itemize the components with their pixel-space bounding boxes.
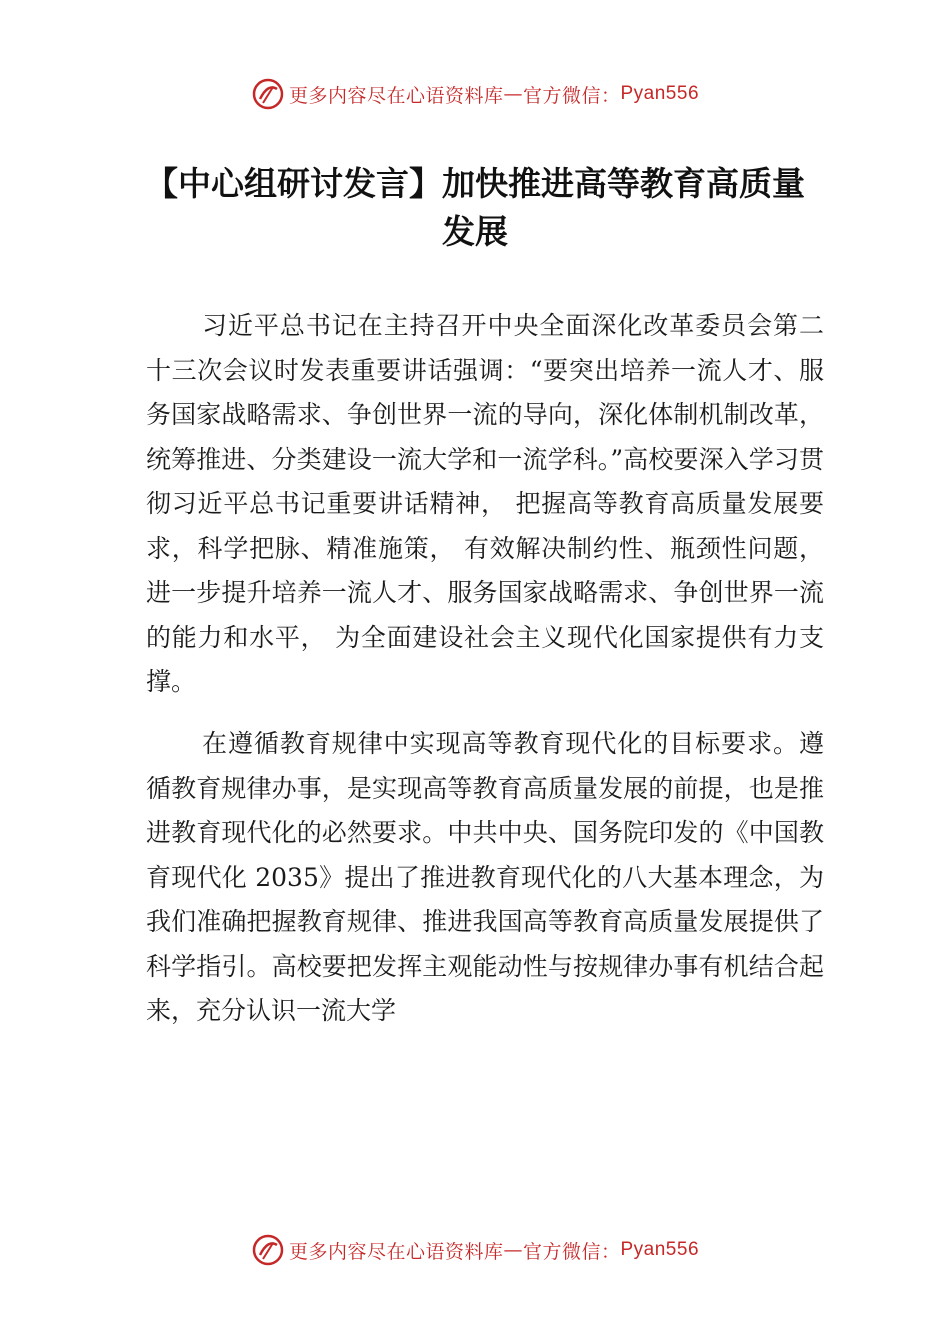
watermark-wechat-id: Pyan556 xyxy=(620,1239,700,1260)
watermark-text: 更多内容尽在心语资料库 xyxy=(288,1240,504,1263)
logo-icon xyxy=(251,77,285,111)
watermark-dash: — xyxy=(503,1239,523,1261)
paragraph-1: 习近平总书记在主持召开中央全面深化改革委员会第二十三次会议时发表重要讲话强调：“要突出培养一流人才、服务国家战略需求、争创世界一流的导向，深化体制机制改革，统筹推进、分类建设一流大学和一流学科。”高校要深入学习贯彻习近平总书记重要讲话精神， 把握高等教育高质量发展要求，科学把脉、精准施策， 有效解决制约性、瓶颈性问题，进一步提升培养一流人才、服务国家战略需求、争创世界一流的能力和水平， 为全面建设社会主义现代化国家提供有力支撑。 xyxy=(146,311,824,696)
watermark-dash: — xyxy=(503,83,523,105)
footer-watermark xyxy=(0,1230,950,1270)
watermark-text: 更多内容尽在心语资料库 xyxy=(288,84,504,107)
watermark-wechat-id: Pyan556 xyxy=(620,83,700,104)
paragraph-2: 在遵循教育规律中实现高等教育现代化的目标要求。遵循教育规律办事，是实现高等教育高质量发展的前提，也是推进教育现代化的必然要求。中共中央、国务院印发的《中国教育现代化 2035》提出了推进教育现代化的八大基本理念，为我们准确把握教育规律、推进我国高等教育高质量发展提供了科学指引。高校要把发挥主观能动性与按规律办事有机结合起来，充分认识一流大学 xyxy=(146,729,824,1025)
document-title: 【中心组研讨发言】加快推进高等教育高质量发展 xyxy=(145,164,805,251)
header-watermark xyxy=(0,74,950,114)
logo-icon xyxy=(251,1233,285,1267)
watermark-wechat-label: 官方微信： xyxy=(522,1240,621,1263)
watermark-wechat-label: 官方微信： xyxy=(522,84,621,107)
